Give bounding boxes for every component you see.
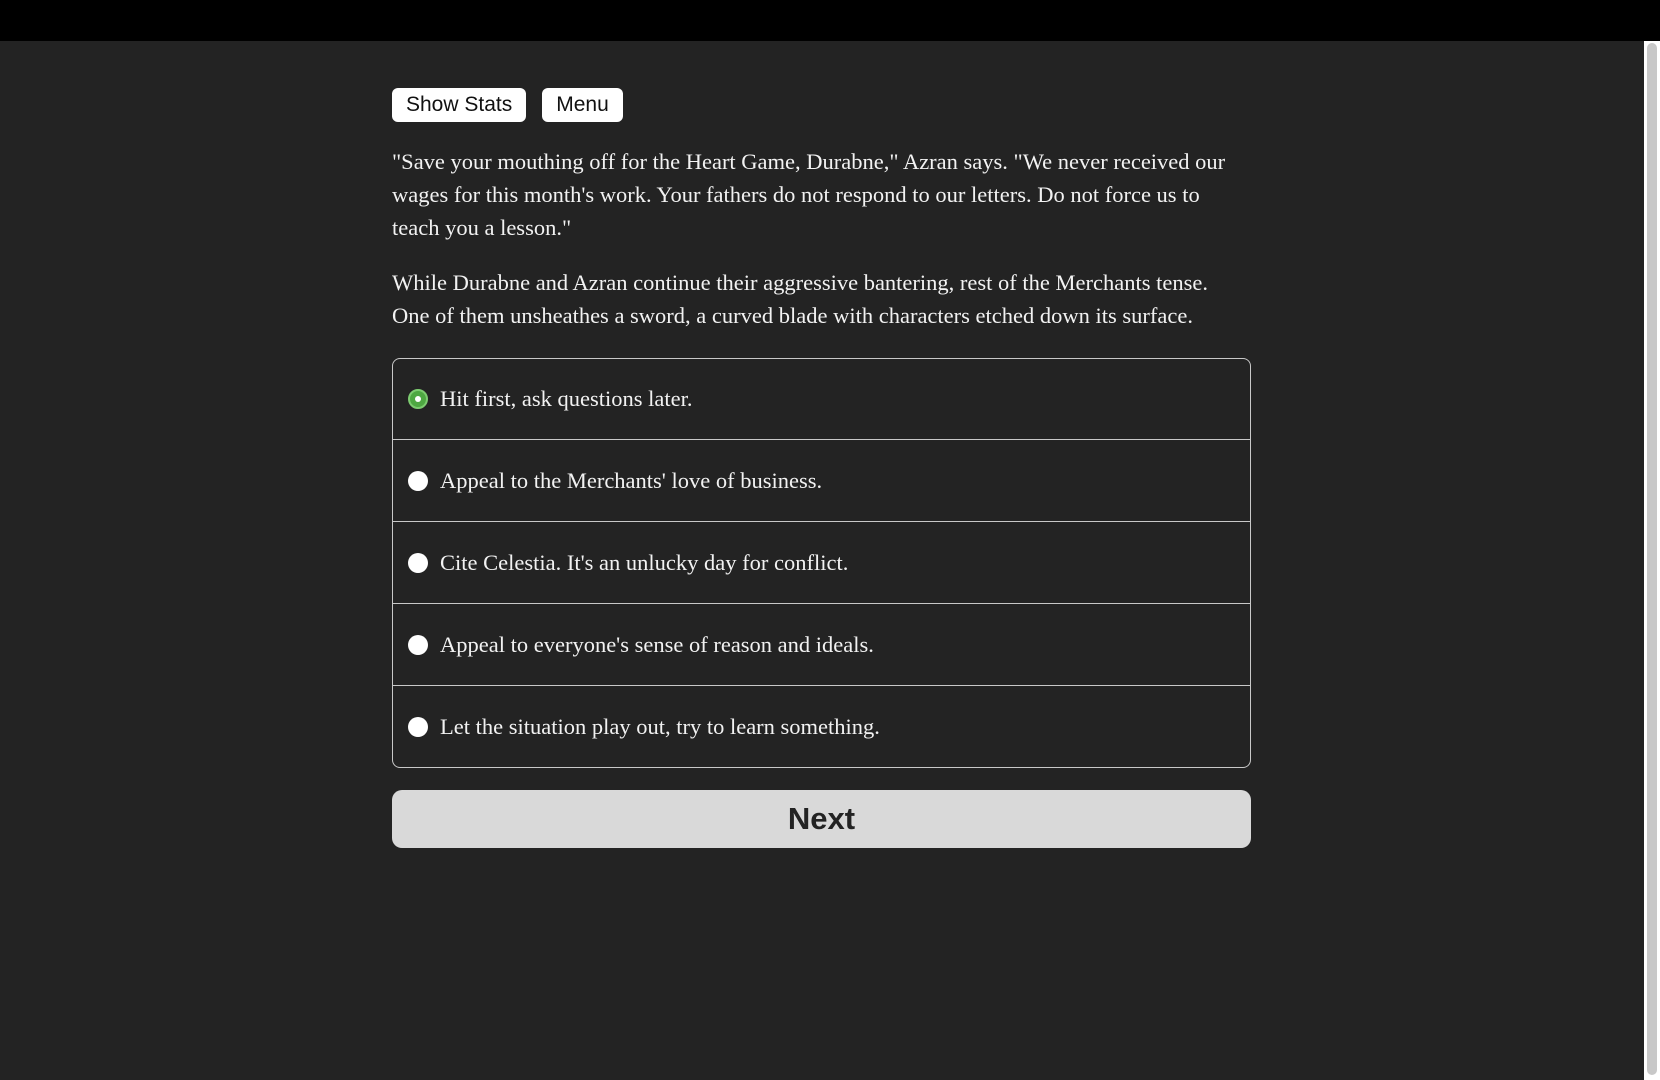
choice-label: Appeal to everyone's sense of reason and ideals. bbox=[440, 631, 874, 657]
game-page bbox=[0, 41, 1644, 1080]
choice-label: Let the situation play out, try to learn something. bbox=[440, 713, 880, 739]
radio-selected-icon[interactable] bbox=[408, 389, 428, 409]
choice-label: Cite Celestia. It's an unlucky day for conflict. bbox=[440, 549, 849, 575]
story-text bbox=[392, 145, 1251, 332]
choice-list bbox=[392, 358, 1251, 768]
choice-option[interactable] bbox=[393, 439, 1250, 521]
browser-top-bar bbox=[0, 0, 1660, 41]
choice-option[interactable] bbox=[393, 521, 1250, 603]
next-button[interactable]: Next bbox=[392, 790, 1251, 848]
radio-icon[interactable] bbox=[408, 717, 428, 737]
radio-icon[interactable] bbox=[408, 471, 428, 491]
story-paragraph: While Durabne and Azran continue their aggressive bantering, rest of the Merchants tense. One of them unsheathes a sword, a curved blade with characters etched down its surface. bbox=[392, 270, 1208, 328]
choice-label: Appeal to the Merchants' love of business. bbox=[440, 467, 823, 493]
choice-option[interactable] bbox=[393, 359, 1250, 439]
story-paragraph: "Save your mouthing off for the Heart Game, Durabne," Azran says. "We never received our wages for this month's work. Your fathers do not respond to our letters. Do not force us to teach you a lesson." bbox=[392, 149, 1226, 240]
radio-icon[interactable] bbox=[408, 635, 428, 655]
choice-label: Hit first, ask questions later. bbox=[440, 386, 693, 411]
scrollbar-thumb[interactable] bbox=[1647, 43, 1657, 1075]
show-stats-button[interactable]: Show Stats bbox=[392, 88, 526, 122]
radio-icon[interactable] bbox=[408, 553, 428, 573]
page-scrollbar[interactable] bbox=[1644, 41, 1660, 1080]
toolbar bbox=[392, 88, 1251, 122]
choice-option[interactable] bbox=[393, 685, 1250, 767]
choice-option[interactable] bbox=[393, 603, 1250, 685]
game-content bbox=[392, 88, 1251, 848]
menu-button[interactable]: Menu bbox=[542, 88, 623, 122]
